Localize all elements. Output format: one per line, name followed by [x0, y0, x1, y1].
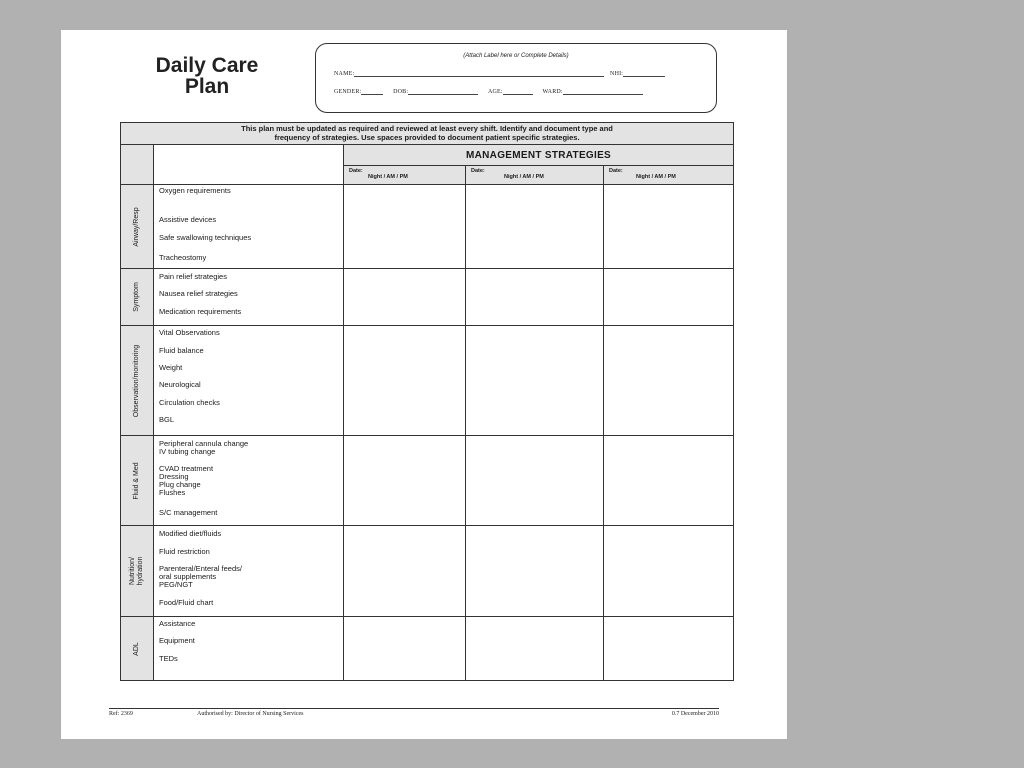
page-footer [109, 708, 719, 717]
list-item: CVAD treatment Dressing Plug change Flushes [159, 464, 214, 497]
management-strategies-header: MANAGEMENT STRATEGIES [344, 145, 734, 166]
items-header-cell [154, 145, 344, 185]
section-row-observation [121, 326, 734, 436]
list-item: Assistive devices [159, 215, 217, 224]
category-label-line-1: Nutrition/ [129, 556, 136, 586]
strategy-cell[interactable] [344, 326, 466, 436]
category-label: Fluid & Med [133, 461, 140, 500]
details-line [334, 88, 643, 95]
dob-label: DOB: [393, 89, 409, 95]
section-row-fluid-med [121, 436, 734, 526]
strategy-cell[interactable] [466, 269, 604, 326]
ward-blank [563, 88, 643, 95]
category-cell [121, 269, 154, 326]
gender-label: GENDER: [334, 89, 362, 95]
list-item: Vital Observations [159, 328, 220, 337]
instruction-note [121, 123, 734, 145]
footer-version: 0.7 December 2010 [671, 711, 719, 717]
category-cell [121, 436, 154, 526]
name-label: NAME: [334, 71, 355, 77]
category-cell [121, 326, 154, 436]
shift-label: Night / AM / PM [368, 174, 408, 180]
shift-label: Night / AM / PM [504, 174, 544, 180]
strategy-cell[interactable] [604, 526, 734, 617]
age-label: AGE: [487, 89, 503, 95]
date-label: Date: [609, 168, 623, 174]
strategy-cell[interactable] [604, 436, 734, 526]
nhi-blank [623, 70, 665, 77]
category-cell [121, 185, 154, 269]
list-item: Circulation checks [159, 398, 220, 407]
items-cell [154, 436, 344, 526]
category-cell [121, 617, 154, 681]
strategy-cell[interactable] [466, 617, 604, 681]
category-label: Symptom [133, 282, 140, 312]
page-title [141, 55, 273, 97]
age-blank [503, 88, 533, 95]
name-nhi-line [334, 70, 665, 77]
category-label-line-2: hydration [137, 556, 144, 586]
category-cell [121, 526, 154, 617]
list-item: Oxygen requirements [159, 186, 231, 195]
attach-label-text: (Attach Label here or Complete Details) [463, 53, 569, 59]
list-item: Food/Fluid chart [159, 598, 214, 607]
corner-cell [121, 145, 154, 185]
list-item: Nausea relief strategies [159, 289, 238, 298]
list-item: Fluid balance [159, 346, 204, 355]
list-item: TEDs [159, 654, 178, 663]
list-item: Safe swallowing techniques [159, 233, 252, 242]
nhi-label: NHI: [610, 71, 624, 77]
list-item: Modified diet/fluids [159, 529, 222, 538]
category-label [129, 557, 145, 586]
name-blank [354, 70, 604, 77]
strategy-cell[interactable] [344, 185, 466, 269]
items-cell [154, 526, 344, 617]
patient-label-box [315, 43, 717, 113]
strategy-cell[interactable] [344, 436, 466, 526]
title-line-1: Daily Care [155, 54, 259, 77]
date-label: Date: [349, 168, 363, 174]
list-item: S/C management [159, 508, 218, 517]
dob-blank [408, 88, 478, 95]
list-item: Parenteral/Enteral feeds/ oral supplements PEG/NGT [159, 564, 242, 589]
category-label: ADL [133, 641, 140, 656]
date-column-2[interactable] [466, 166, 604, 185]
items-cell [154, 617, 344, 681]
items-cell [154, 185, 344, 269]
list-item: Neurological [159, 380, 201, 389]
instruction-line-2: frequency of strategies. Use spaces provided to document patient specific strategies. [274, 133, 580, 142]
strategy-cell[interactable] [466, 526, 604, 617]
strategy-cell[interactable] [604, 269, 734, 326]
strategy-cell[interactable] [344, 526, 466, 617]
strategy-cell[interactable] [604, 326, 734, 436]
footer-ref: Ref: 2369 [109, 711, 133, 717]
list-item: BGL [159, 415, 175, 424]
shift-label: Night / AM / PM [636, 174, 676, 180]
list-item: Peripheral cannula change IV tubing change [159, 439, 249, 456]
date-label: Date: [471, 168, 485, 174]
category-label: Airway/Resp [133, 206, 140, 247]
strategy-cell[interactable] [344, 617, 466, 681]
gender-blank [361, 88, 383, 95]
strategy-cell[interactable] [466, 185, 604, 269]
category-label: Observation/monitoring [133, 344, 140, 417]
items-cell [154, 269, 344, 326]
care-plan-page [61, 30, 787, 739]
title-line-2: Plan [184, 75, 230, 98]
care-plan-table [120, 122, 734, 681]
footer-authorised: Authorised by: Director of Nursing Services [197, 711, 304, 717]
section-row-nutrition [121, 526, 734, 617]
strategy-cell[interactable] [604, 617, 734, 681]
strategy-cell[interactable] [466, 436, 604, 526]
items-cell [154, 326, 344, 436]
list-item: Tracheostomy [159, 253, 207, 262]
section-row-airway [121, 185, 734, 269]
ward-label: WARD: [542, 89, 563, 95]
instruction-line-1: This plan must be updated as required and reviewed at least every shift. Identify and document type and [241, 124, 613, 133]
list-item: Equipment [159, 636, 195, 645]
list-item: Fluid restriction [159, 547, 210, 556]
strategy-cell[interactable] [604, 185, 734, 269]
list-item: Pain relief strategies [159, 272, 227, 281]
list-item: Assistance [159, 619, 196, 628]
date-column-1[interactable] [344, 166, 466, 185]
section-row-symptom [121, 269, 734, 326]
date-column-3[interactable] [604, 166, 734, 185]
strategy-cell[interactable] [344, 269, 466, 326]
strategy-cell[interactable] [466, 326, 604, 436]
list-item: Medication requirements [159, 307, 242, 316]
list-item: Weight [159, 363, 183, 372]
section-row-adl [121, 617, 734, 681]
